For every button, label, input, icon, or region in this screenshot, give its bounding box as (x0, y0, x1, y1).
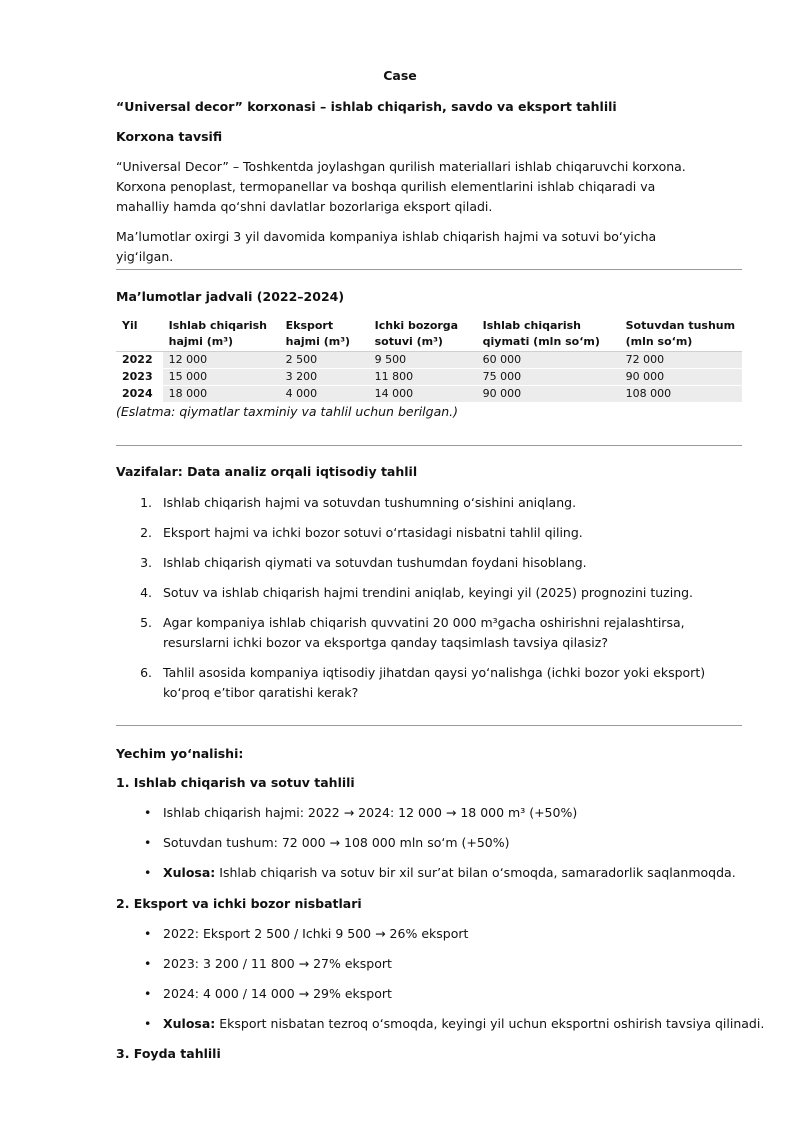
table-cell: 2 500 (280, 352, 369, 369)
bullet-marker: • (144, 835, 152, 850)
data-source-note: Ma’lumotlar oxirgi 3 yil davomida kompaniya ishlab chiqarish hajmi va sotuvi bo‘yicha yig‘ilgan. (116, 229, 657, 264)
list-text: Ishlab chiqarish qiymati va sotuvdan tushumdan foydani hisoblang. (163, 555, 587, 570)
document-title: Case (383, 68, 417, 83)
bullet-text (163, 1014, 764, 1034)
table-header-row (116, 317, 742, 352)
conclusion-text: Eksport nisbatan tezroq o‘smoqda, keyingi yil uchun eksportni oshirish tavsiya qilinadi. (215, 1016, 765, 1031)
table-cell: 108 000 (620, 386, 742, 403)
column-header: Ishlab chiqarish hajmi (m³) (163, 317, 280, 352)
table-cell: 4 000 (280, 386, 369, 403)
data-table (116, 317, 742, 402)
conclusion-label: Xulosa: (163, 1016, 216, 1031)
tasks-heading: Vazifalar: Data analiz orqali iqtisodiy tahlil (116, 464, 418, 479)
list-number: 3. (140, 555, 152, 570)
bullet-text: 2024: 4 000 / 14 000 → 29% eksport (163, 986, 392, 1001)
table-heading: Ma’lumotlar jadvali (2022–2024) (116, 289, 345, 304)
list-number: 6. (140, 665, 152, 680)
list-text: Agar kompaniya ishlab chiqarish quvvatini 20 000 m³gacha oshirishni rejalashtirsa, resurslarni ichki bozor va eksportga qanday taqsimlash tavsiya qilasiz? (163, 615, 685, 650)
table-cell: 90 000 (477, 386, 620, 403)
column-header: Ishlab chiqarish qiymati (mln so‘m) (477, 317, 620, 352)
table-note: (Eslatma: qiymatlar taxminiy va tahlil uchun berilgan.) (116, 404, 459, 419)
bullet-marker: • (144, 956, 152, 971)
bullet-text: 2023: 3 200 / 11 800 → 27% eksport (163, 956, 392, 971)
column-header: Ichki bozorga sotuvi (m³) (369, 317, 477, 352)
table-cell: 18 000 (163, 386, 280, 403)
table-cell: 60 000 (477, 352, 620, 369)
section-heading: 2. Eksport va ichki bozor nisbatlari (116, 896, 362, 911)
table-cell: 2023 (116, 369, 163, 386)
column-header: Yil (116, 317, 163, 352)
list-number: 5. (140, 615, 152, 630)
solution-heading: Yechim yo‘nalishi: (116, 746, 244, 761)
table-cell: 90 000 (620, 369, 742, 386)
divider (116, 725, 742, 726)
bullet-marker: • (144, 1016, 152, 1031)
list-text: Ishlab chiqarish hajmi va sotuvdan tushumning o‘sishini aniqlang. (163, 495, 577, 510)
table-cell: 72 000 (620, 352, 742, 369)
document-subtitle: “Universal decor” korxonasi – ishlab chiqarish, savdo va eksport tahlili (116, 99, 617, 114)
list-number: 2. (140, 525, 152, 540)
company-description: “Universal Decor” – Toshkentda joylashgan qurilish materiallari ishlab chiqaruvchi korxona. Korxona penoplast, termopanellar va boshqa qurilish elementlarini ishlab chiqaradi va mahalliy hamda qo‘shni davlatlar bozorlariga eksport qiladi. (116, 159, 686, 214)
column-header: Sotuvdan tushum (mln so‘m) (620, 317, 742, 352)
list-text: Sotuv va ishlab chiqarish hajmi trendini aniqlab, keyingi yil (2025) prognozini tuzing. (163, 585, 694, 600)
bullet-text: Ishlab chiqarish hajmi: 2022 → 2024: 12 000 → 18 000 m³ (+50%) (163, 805, 578, 820)
section-heading: 1. Ishlab chiqarish va sotuv tahlili (116, 775, 355, 790)
table-cell: 9 500 (369, 352, 477, 369)
company-heading: Korxona tavsifi (116, 129, 223, 144)
bullet-marker: • (144, 865, 152, 880)
table-cell: 2024 (116, 386, 163, 403)
table-row (116, 352, 742, 369)
bullet-marker: • (144, 986, 152, 1001)
list-text: Tahlil asosida kompaniya iqtisodiy jihatdan qaysi yo‘nalishga (ichki bozor yoki eksport) ko‘proq e’tibor qaratishi kerak? (163, 665, 706, 700)
bullet-marker: • (144, 926, 152, 941)
table-cell: 2022 (116, 352, 163, 369)
table-cell: 15 000 (163, 369, 280, 386)
table-row (116, 369, 742, 386)
column-header: Eksport hajmi (m³) (280, 317, 369, 352)
table-cell: 11 800 (369, 369, 477, 386)
bullet-text: 2022: Eksport 2 500 / Ichki 9 500 → 26% eksport (163, 926, 469, 941)
list-number: 4. (140, 585, 152, 600)
divider (116, 269, 742, 270)
bullet-marker: • (144, 805, 152, 820)
list-number: 1. (140, 495, 152, 510)
bullet-text: Sotuvdan tushum: 72 000 → 108 000 mln so‘m (+50%) (163, 835, 510, 850)
table-cell: 14 000 (369, 386, 477, 403)
table-cell: 75 000 (477, 369, 620, 386)
conclusion-text: Ishlab chiqarish va sotuv bir xil sur’at bilan o‘smoqda, samaradorlik saqlanmoqda. (215, 865, 736, 880)
bullet-text (163, 863, 736, 883)
list-text: Eksport hajmi va ichki bozor sotuvi o‘rtasidagi nisbatni tahlil qiling. (163, 525, 583, 540)
section-heading: 3. Foyda tahlili (116, 1046, 221, 1061)
table-cell: 3 200 (280, 369, 369, 386)
divider (116, 445, 742, 446)
conclusion-label: Xulosa: (163, 865, 216, 880)
table-row (116, 386, 742, 403)
table-cell: 12 000 (163, 352, 280, 369)
